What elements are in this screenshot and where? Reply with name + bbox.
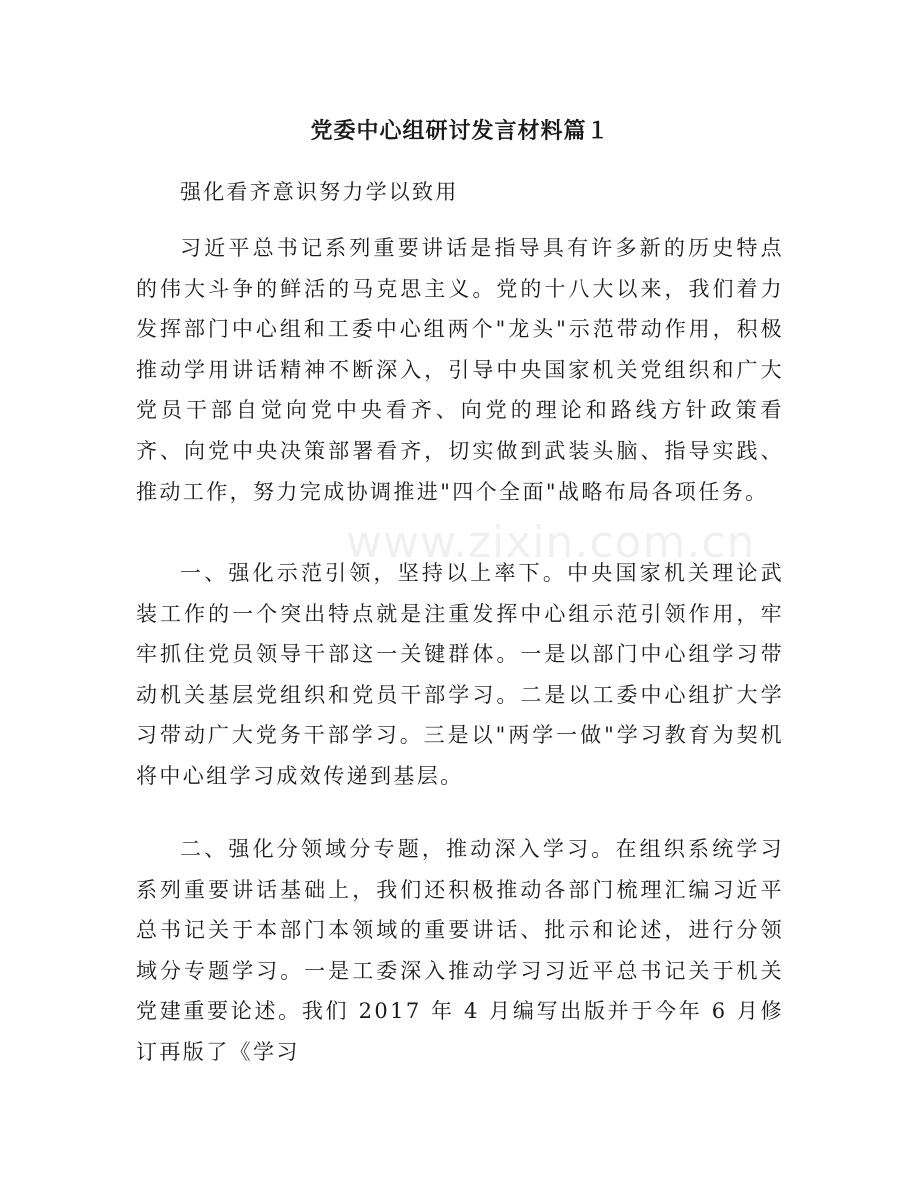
document-subtitle: 强化看齐意识努力学以致用 [180,180,459,204]
paragraph-section-two: 二、强化分领域分专题，推动深入学习。在组织系统学习系列重要讲话基础上，我们还积极推动各部门梳理汇编习近平总书记关于本部门本领域的重要讲话、批示和论述，进行分领域分专题学习。一是工委深入推动学习习近平总书记关于机关党建重要论述。我们 2017 年 4 月编写出版并于今年 6 月修订再版了《学习 [136,837,784,1064]
paragraph-intro: 习近平总书记系列重要讲话是指导具有许多新的历史特点的伟大斗争的鲜活的马克思主义。党的十八大以来，我们着力发挥部门中心组和工委中心组两个"龙头"示范带动作用，积极推动学用讲话精神不断深入，引导中央国家机关党组织和广大党员干部自觉向党中央看齐、向党的理论和路线方针政策看齐、向党中央决策部署看齐，切实做到武装头脑、指导实践、推动工作，努力完成协调推进"四个全面"战略布局各项任务。 [136,236,784,504]
document-title: 党委中心组研讨发言材料篇１ [310,119,610,144]
watermark: www.zixin.com.cn [346,517,756,568]
paragraph-section-one: 一、强化示范引领，坚持以上率下。中央国家机关理论武装工作的一个突出特点就是注重发挥中心组示范引领作用，牢牢抓住党员领导干部这一关键群体。一是以部门中心组学习带动机关基层党组织和党员干部学习。二是以工委中心组扩大学习带动广大党务干部学习。三是以"两学一做"学习教育为契机将中心组学习成效传递到基层。 [136,561,784,788]
